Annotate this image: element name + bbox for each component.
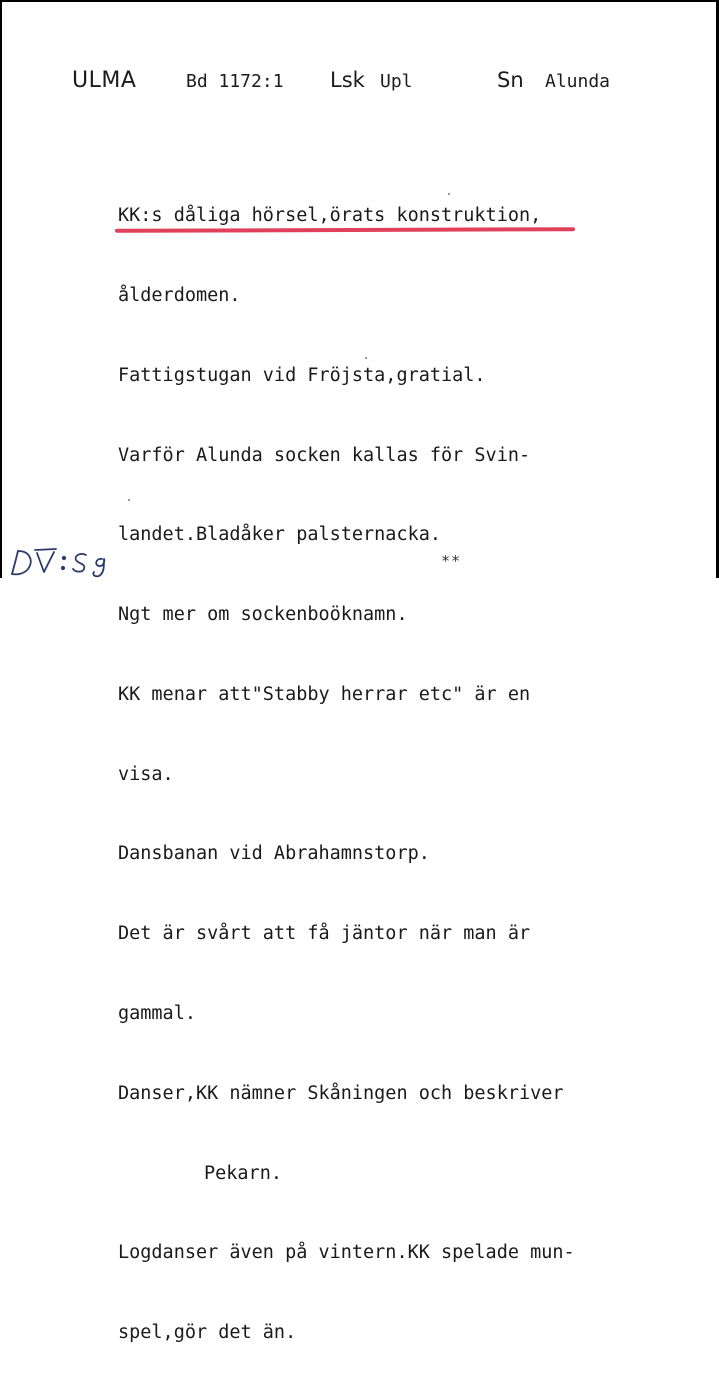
body-line: Det är svårt att få jäntor när man är [118,923,531,945]
body-line: ålderdomen. [118,284,241,306]
body-line: Dansbanan vid Abrahamnstorp. [118,843,430,865]
landskap-label: Lsk [330,68,365,92]
reference-number: Bd 1172:1 [186,71,284,92]
socken-label: Sn [497,68,524,92]
body-line: KK:s dåliga hörsel,örats konstruktion, [118,205,542,227]
body-line: visa. [118,763,174,785]
socken-value: Alunda [545,71,611,92]
body-line: spel,gör det än. [118,1322,297,1344]
landskap-value: Upl [380,71,413,92]
body-line: Pekarn. [204,1162,282,1184]
body-line-underlined: Fattigstugan vid Fröjsta,gratial. [118,364,486,386]
handwritten-note [4,547,120,577]
card-border-top [0,0,719,2]
body-line: Logdanser även på vintern.KK spelade mun- [118,1242,575,1264]
body-line: gammal. [118,1003,196,1024]
card-header [0,66,719,100]
archive-name: ULMA [72,68,137,93]
body-line: KK menar att"Stabby herrar etc" är en [118,683,531,705]
body-line: Danser,KK nämner Skåningen och beskriver [118,1082,564,1104]
body-line: Ngt mer om sockenboöknamn. [118,604,408,626]
card-body-text [118,150,708,1400]
body-line: Varför Alunda socken kallas för Svin- [118,444,531,466]
stars-mark: ** [441,552,462,570]
body-line: landet.Bladåker palsternacka. [118,524,442,546]
